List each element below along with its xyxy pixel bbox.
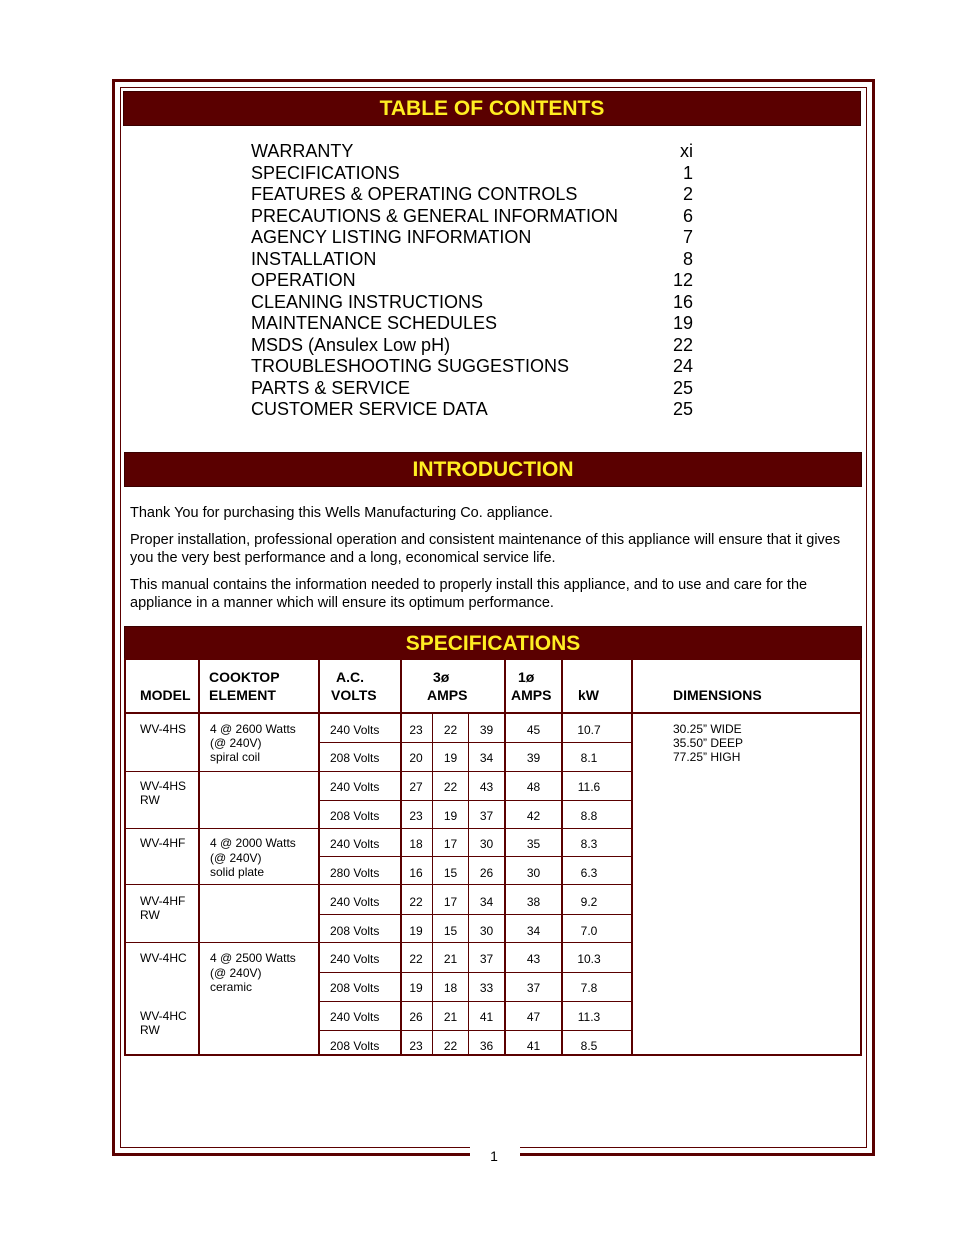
amps-3phase-cell: 21 — [443, 1010, 458, 1024]
amps-1phase-cell: 45 — [526, 723, 541, 737]
header-element-line1: COOKTOP — [209, 669, 280, 685]
toc-entry-page: 16 — [672, 291, 693, 312]
model-name: WV-4HC — [140, 951, 187, 965]
amps-3phase-cell: 22 — [443, 1039, 458, 1053]
amps-3phase-cell: 21 — [443, 952, 458, 966]
introduction-title: INTRODUCTION — [412, 458, 574, 481]
toc-entry-page: xi — [680, 141, 693, 161]
amps-1phase-cell: 34 — [526, 924, 541, 938]
kw-cell: 6.3 — [580, 866, 598, 880]
col-divider — [400, 660, 402, 1056]
amps-3phase-cell: 23 — [409, 723, 423, 737]
element-voltage: (@ 240V) — [210, 966, 262, 980]
amps-1phase-cell: 35 — [526, 837, 541, 851]
header-1phase-line1: 1ø — [518, 669, 535, 685]
header-kw: kW — [578, 687, 599, 703]
toc-entry-page: 22 — [672, 334, 693, 355]
amps-3phase-cell: 36 — [479, 1039, 494, 1053]
toc-entry-page: 2 — [682, 184, 693, 204]
row-divider — [126, 771, 631, 772]
model-name: WV-4HS — [140, 779, 187, 793]
amps-3phase-cell: 30 — [479, 924, 494, 938]
volts-cell: 208 Volts — [330, 924, 380, 938]
col-divider — [468, 714, 469, 1056]
dimension-deep: 35.50” DEEP — [673, 736, 744, 750]
row-divider — [126, 884, 631, 885]
toc-entry — [251, 356, 693, 378]
amps-1phase-cell: 39 — [526, 751, 541, 765]
volts-cell: 240 Volts — [330, 895, 380, 909]
toc-entry-label: AGENCY LISTING INFORMATION — [251, 227, 532, 247]
element-wattage: 4 @ 2500 Watts — [210, 951, 296, 965]
toc-entry-page: 19 — [672, 313, 693, 333]
toc-entry-page: 6 — [682, 205, 693, 226]
toc-entry — [251, 249, 693, 271]
element-type: spiral coil — [210, 750, 261, 764]
toc-entry-label: PARTS & SERVICE — [251, 377, 411, 398]
intro-paragraph: This manual contains the information needed to properly install this appliance, and to use and care for the appliance in a manner which will ensure its optimum performance. — [130, 577, 808, 611]
toc-entry — [251, 313, 693, 335]
header-3phase-line1: 3ø — [433, 669, 450, 685]
amps-3phase-cell: 41 — [479, 1010, 494, 1024]
amps-3phase-cell: 34 — [479, 751, 494, 765]
row-divider — [318, 856, 631, 857]
toc-entry-label: CUSTOMER SERVICE DATA — [251, 399, 488, 419]
amps-3phase-cell: 37 — [479, 952, 494, 966]
toc-entry-label: TROUBLESHOOTING SUGGESTIONS — [251, 356, 570, 376]
kw-cell: 7.0 — [580, 924, 598, 938]
toc-entry-label: PRECAUTIONS & GENERAL INFORMATION — [251, 205, 619, 226]
toc-list — [251, 141, 693, 421]
kw-cell: 8.1 — [580, 751, 598, 765]
row-divider — [126, 828, 631, 829]
volts-cell: 240 Volts — [330, 952, 380, 966]
introduction-text — [130, 504, 860, 621]
col-divider — [432, 714, 433, 1056]
amps-3phase-cell: 22 — [443, 723, 458, 737]
amps-3phase-cell: 22 — [409, 895, 423, 909]
model-suffix: RW — [140, 1023, 160, 1037]
amps-3phase-cell: 20 — [409, 751, 423, 765]
toc-entry-label: MSDS (Ansulex Low pH) — [251, 334, 451, 355]
header-divider — [126, 712, 860, 714]
model-suffix: RW — [140, 908, 160, 922]
toc-entry-label: INSTALLATION — [251, 248, 377, 269]
amps-3phase-cell: 22 — [443, 780, 458, 794]
amps-1phase-cell: 38 — [526, 895, 541, 909]
volts-cell: 240 Volts — [330, 837, 380, 851]
page-number: 1 — [490, 1148, 498, 1164]
introduction-banner — [124, 452, 862, 487]
amps-3phase-cell: 15 — [443, 924, 458, 938]
model-name: WV-4HF — [140, 836, 186, 850]
toc-entry — [251, 141, 693, 163]
amps-3phase-cell: 26 — [409, 1010, 423, 1024]
volts-cell: 208 Volts — [330, 981, 380, 995]
toc-title: TABLE OF CONTENTS — [379, 97, 605, 120]
toc-entry — [251, 335, 693, 357]
volts-cell: 208 Volts — [330, 1039, 380, 1053]
row-divider — [318, 1030, 631, 1031]
toc-entry-page: 12 — [672, 270, 693, 290]
kw-cell: 11.3 — [577, 1010, 601, 1024]
header-volts-line2: VOLTS — [331, 687, 377, 703]
amps-3phase-cell: 39 — [479, 723, 494, 737]
amps-3phase-cell: 22 — [409, 952, 423, 966]
header-element-line2: ELEMENT — [209, 687, 276, 703]
toc-entry-label: CLEANING INSTRUCTIONS — [251, 291, 484, 312]
amps-3phase-cell: 17 — [443, 837, 458, 851]
row-divider — [318, 914, 631, 915]
kw-cell: 8.5 — [580, 1039, 598, 1053]
kw-cell: 11.6 — [577, 780, 601, 794]
amps-1phase-cell: 48 — [526, 780, 541, 794]
toc-entry-page: 24 — [672, 356, 693, 376]
col-divider — [318, 660, 320, 1056]
element-type: ceramic — [210, 980, 253, 994]
amps-3phase-cell: 37 — [479, 809, 494, 823]
element-voltage: (@ 240V) — [210, 736, 262, 750]
model-name: WV-4HS — [140, 722, 187, 736]
specifications-title: SPECIFICATIONS — [405, 632, 581, 655]
toc-entry-label: WARRANTY — [251, 141, 354, 161]
amps-3phase-cell: 19 — [409, 924, 423, 938]
intro-paragraph: Proper installation, professional operation and consistent maintenance of this appliance will ensure that it gives you the very best performance and a long, economical service life. — [130, 532, 841, 566]
toc-entry — [251, 206, 693, 228]
header-model: MODEL — [140, 687, 191, 703]
toc-entry — [251, 227, 693, 249]
kw-cell: 10.3 — [577, 952, 601, 966]
toc-entry-label: FEATURES & OPERATING CONTROLS — [251, 184, 578, 204]
element-wattage: 4 @ 2000 Watts — [210, 836, 296, 850]
amps-1phase-cell: 41 — [526, 1039, 541, 1053]
toc-banner — [123, 91, 861, 126]
kw-cell: 10.7 — [577, 723, 601, 737]
row-divider — [318, 800, 631, 801]
model-name: WV-4HC — [140, 1009, 187, 1023]
amps-3phase-cell: 27 — [409, 780, 423, 794]
amps-1phase-cell: 43 — [526, 952, 541, 966]
header-3phase-line2: AMPS — [427, 687, 468, 703]
toc-entry-label: MAINTENANCE SCHEDULES — [251, 313, 498, 333]
amps-3phase-cell: 15 — [443, 866, 458, 880]
toc-entry-page: 7 — [682, 227, 693, 247]
amps-3phase-cell: 43 — [479, 780, 494, 794]
volts-cell: 280 Volts — [330, 866, 380, 880]
volts-cell: 240 Volts — [330, 1010, 380, 1024]
model-name: WV-4HF — [140, 894, 186, 908]
kw-cell: 8.8 — [580, 809, 598, 823]
amps-1phase-cell: 47 — [526, 1010, 541, 1024]
element-wattage: 4 @ 2600 Watts — [210, 722, 296, 736]
toc-entry — [251, 184, 693, 206]
kw-cell: 9.2 — [580, 895, 598, 909]
dimension-high: 77.25” HIGH — [673, 750, 741, 764]
row-divider — [126, 942, 631, 943]
volts-cell: 208 Volts — [330, 751, 380, 765]
dimension-wide: 30.25” WIDE — [673, 722, 742, 736]
toc-entry-page: 8 — [682, 248, 693, 269]
toc-entry — [251, 292, 693, 314]
volts-cell: 240 Volts — [330, 780, 380, 794]
toc-entry-page: 1 — [682, 162, 693, 183]
col-divider — [198, 660, 200, 1056]
header-dimensions: DIMENSIONS — [673, 687, 762, 703]
amps-3phase-cell: 19 — [443, 809, 458, 823]
amps-3phase-cell: 23 — [409, 1039, 423, 1053]
row-divider — [318, 742, 631, 743]
toc-entry — [251, 399, 693, 421]
amps-3phase-cell: 34 — [479, 895, 494, 909]
amps-3phase-cell: 18 — [443, 981, 458, 995]
element-type: solid plate — [210, 865, 265, 879]
header-1phase-line2: AMPS — [511, 687, 552, 703]
amps-1phase-cell: 30 — [526, 866, 541, 880]
specifications-banner — [124, 626, 862, 659]
element-voltage: (@ 240V) — [210, 851, 262, 865]
amps-3phase-cell: 23 — [409, 809, 423, 823]
amps-1phase-cell: 37 — [526, 981, 541, 995]
col-divider — [561, 660, 563, 1056]
row-divider — [318, 1001, 631, 1002]
row-divider — [318, 972, 631, 973]
toc-entry — [251, 163, 693, 185]
header-volts-line1: A.C. — [336, 669, 364, 685]
volts-cell: 240 Volts — [330, 723, 380, 737]
amps-3phase-cell: 16 — [409, 866, 423, 880]
toc-entry-label: SPECIFICATIONS — [251, 162, 400, 183]
kw-cell: 7.8 — [580, 981, 598, 995]
kw-cell: 8.3 — [580, 837, 598, 851]
amps-3phase-cell: 18 — [409, 837, 423, 851]
amps-1phase-cell: 42 — [526, 809, 541, 823]
specifications-table — [124, 658, 862, 1056]
toc-entry-page: 25 — [672, 377, 693, 398]
col-divider — [631, 660, 633, 1056]
toc-entry — [251, 270, 693, 292]
amps-3phase-cell: 30 — [479, 837, 494, 851]
model-suffix: RW — [140, 793, 160, 807]
amps-3phase-cell: 33 — [479, 981, 494, 995]
amps-3phase-cell: 19 — [409, 981, 423, 995]
col-divider — [504, 660, 506, 1056]
toc-entry-label: OPERATION — [251, 270, 356, 290]
amps-3phase-cell: 17 — [443, 895, 458, 909]
amps-3phase-cell: 26 — [479, 866, 494, 880]
volts-cell: 208 Volts — [330, 809, 380, 823]
toc-entry-page: 25 — [672, 399, 693, 419]
intro-paragraph: Thank You for purchasing this Wells Manufacturing Co. appliance. — [130, 505, 553, 521]
amps-3phase-cell: 19 — [443, 751, 458, 765]
toc-entry — [251, 378, 693, 400]
